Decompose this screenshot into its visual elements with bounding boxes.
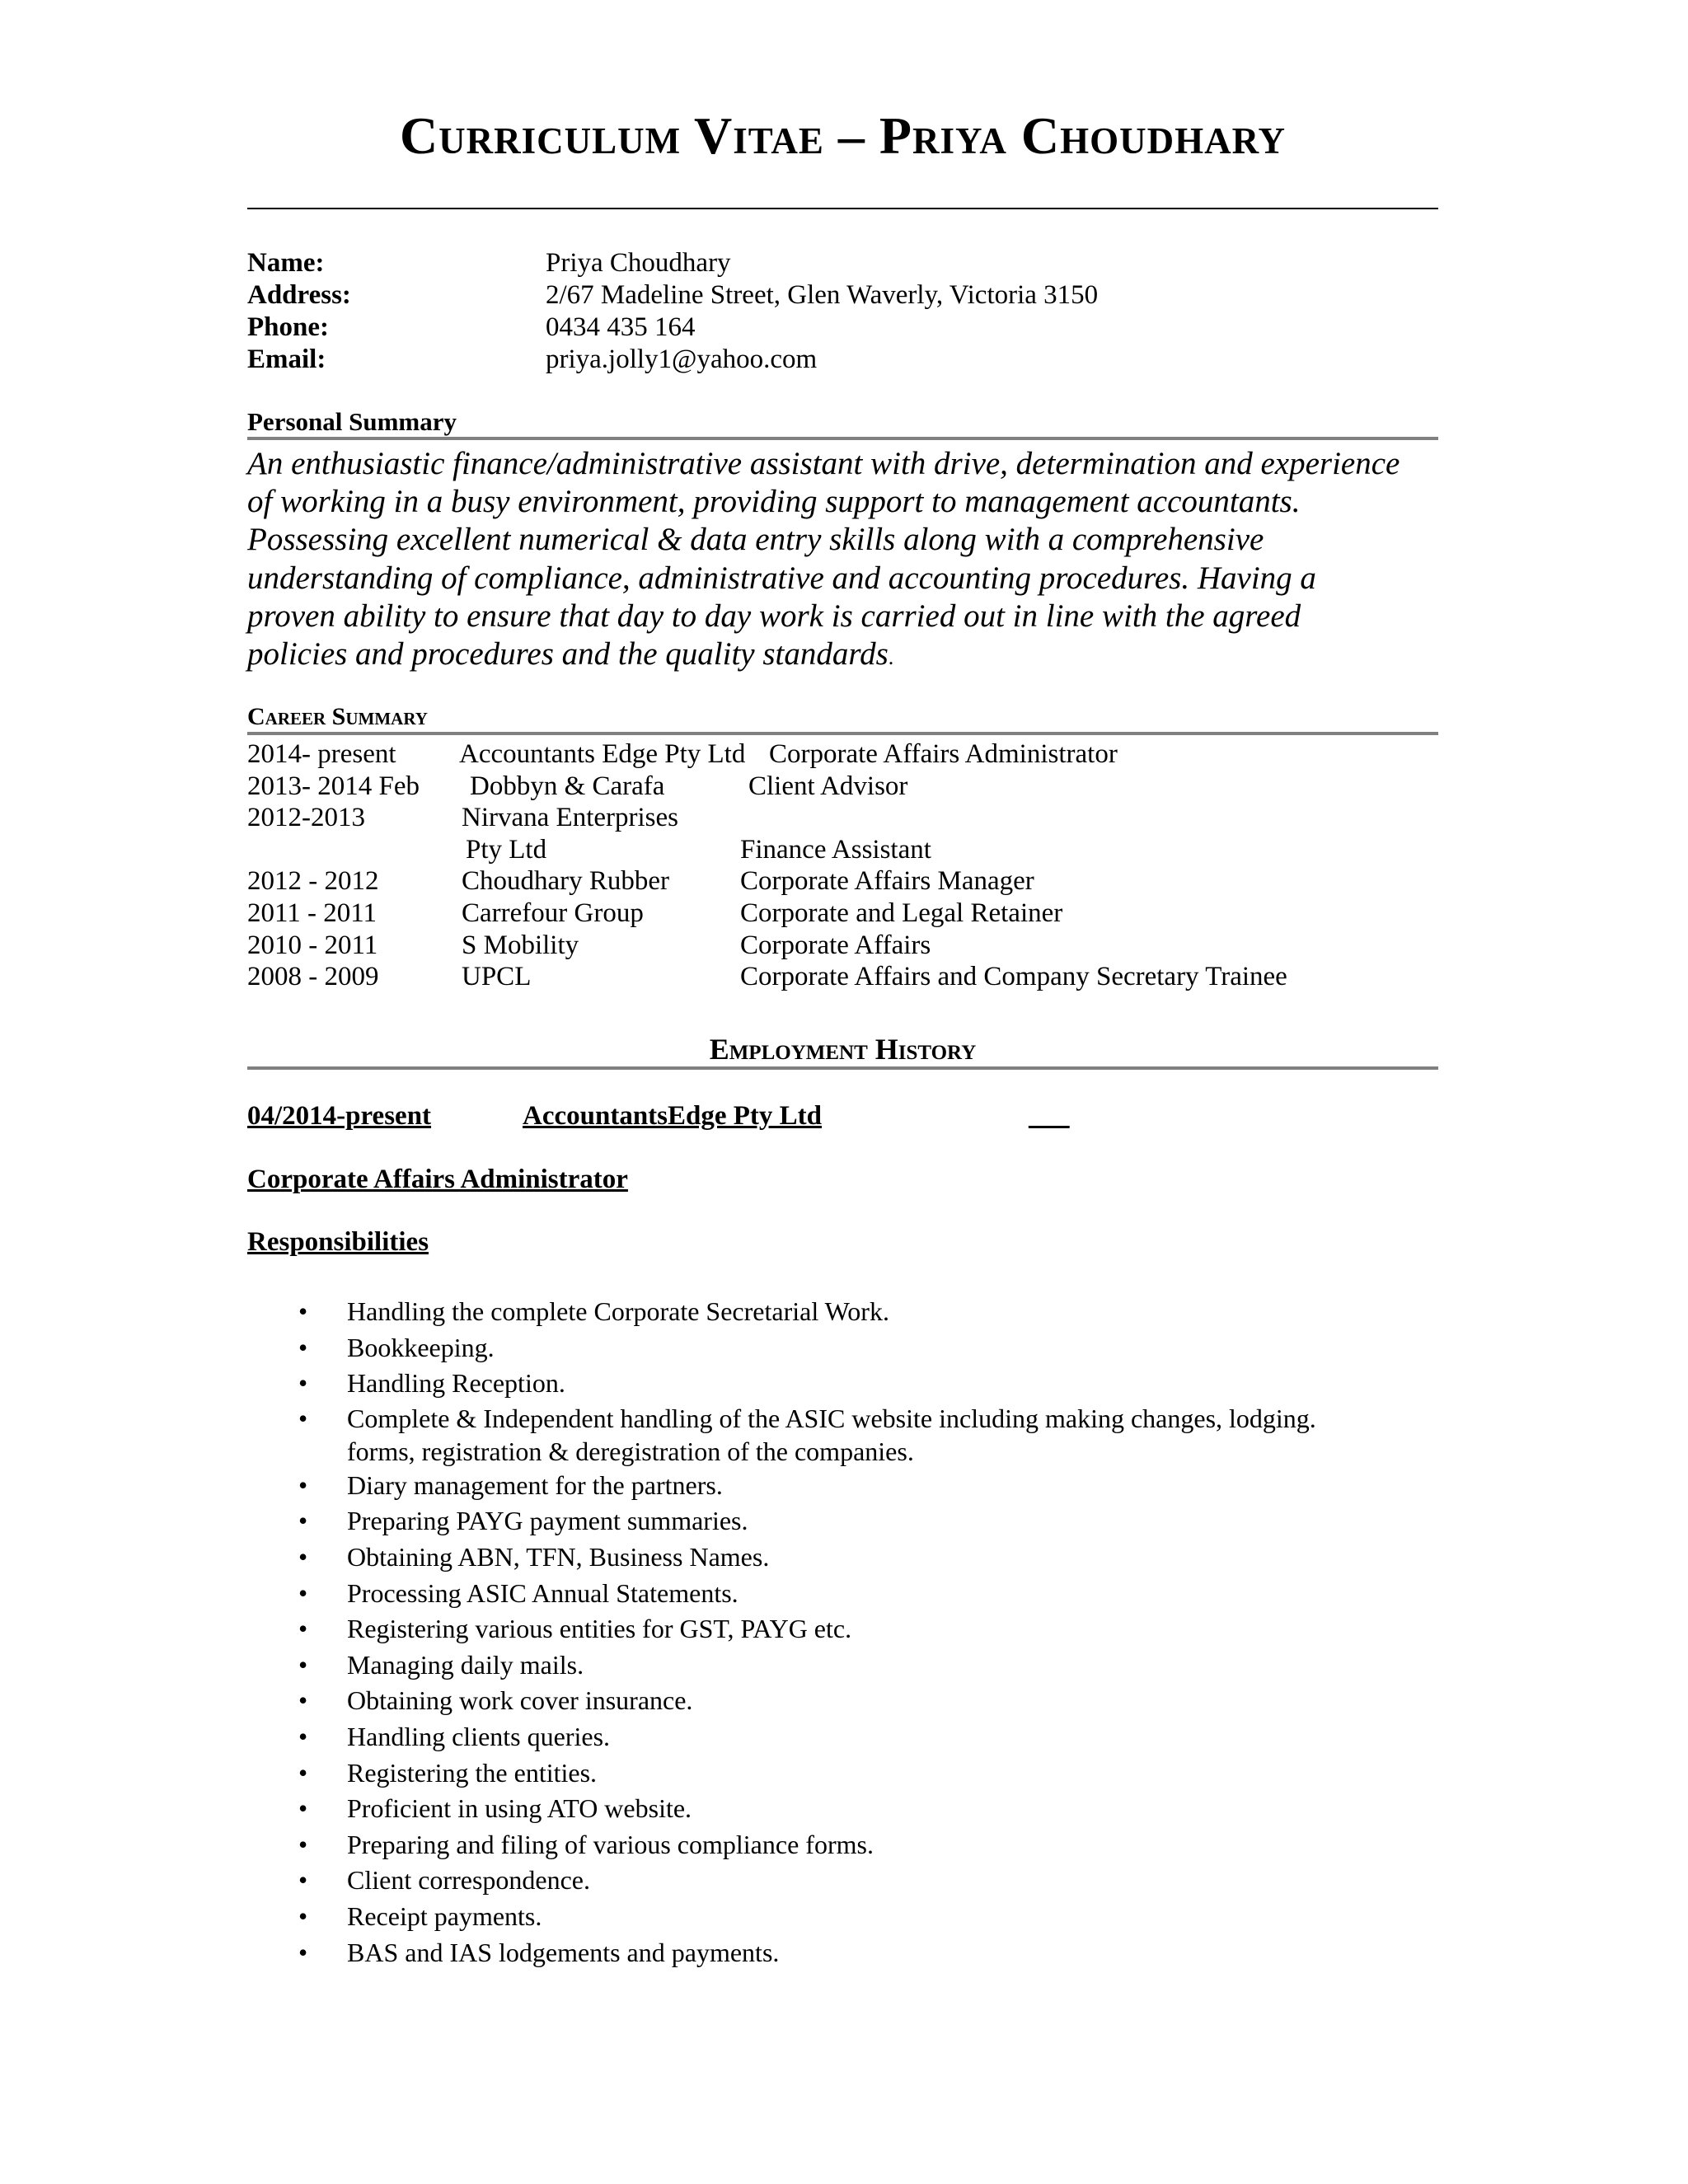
page-title: Curriculum Vitae – Priya Choudhary (399, 106, 1287, 165)
list-item (247, 1935, 1438, 1971)
responsibility-text: Preparing PAYG payment summaries. (347, 1506, 748, 1536)
responsibility-text: Diary management for the partners. (347, 1469, 723, 1500)
list-item (247, 1611, 1438, 1647)
personal-summary-text (247, 445, 1451, 677)
career-role: Client Advisor (748, 771, 908, 801)
responsibility-text: Handling clients queries. (347, 1721, 611, 1751)
bullet-icon: • (298, 1614, 308, 1644)
list-item (247, 1647, 1438, 1684)
responsibility-text: Obtaining ABN, TFN, Business Names. (347, 1541, 770, 1572)
responsibility-text: Handling the complete Corporate Secretarial Work. (347, 1296, 889, 1326)
career-period: 2010 - 2011 (247, 930, 378, 960)
responsibility-text: Registering various entities for GST, PAYG etc. (347, 1614, 852, 1644)
bullet-icon: • (298, 1541, 308, 1572)
responsibility-text: Complete & Independent handling of the ASIC website including making changes, lodging. (347, 1403, 1316, 1433)
contact-label: Email: (247, 344, 326, 374)
responsibility-text-continued: forms, registration & deregistration of the companies. (347, 1436, 914, 1466)
career-period: 2012-2013 (247, 803, 365, 833)
job-position: Corporate Affairs Administrator (247, 1165, 628, 1194)
bullet-icon: • (298, 1865, 308, 1896)
contact-row-name (247, 247, 1438, 279)
list-item (247, 1330, 1438, 1366)
contact-row-email (247, 344, 1438, 376)
title-divider (247, 208, 1438, 209)
list-item (247, 1683, 1438, 1719)
contact-value: 2/67 Madeline Street, Glen Waverly, Victoria 3150 (546, 280, 1099, 310)
list-item (247, 1719, 1438, 1755)
responsibility-text: Registering the entities. (347, 1757, 598, 1788)
career-summary-heading: Career Summary (247, 702, 1438, 735)
responsibility-text: Handling Reception. (347, 1368, 565, 1399)
career-role: Corporate Affairs (740, 930, 931, 960)
career-row (247, 802, 1438, 834)
career-role: Corporate and Legal Retainer (740, 898, 1063, 928)
bullet-icon: • (298, 1900, 308, 1931)
career-row (247, 930, 1438, 962)
career-role: Corporate Affairs Manager (740, 866, 1034, 897)
responsibility-text: Processing ASIC Annual Statements. (347, 1577, 738, 1608)
career-row (247, 738, 1438, 771)
list-item (247, 1468, 1438, 1504)
bullet-icon: • (298, 1649, 308, 1680)
list-item (247, 1402, 1438, 1468)
list-item (247, 1755, 1438, 1792)
job-trailing-rule: ___ (1029, 1101, 1070, 1131)
contact-row-phone (247, 312, 1438, 344)
bullet-icon: • (298, 1829, 308, 1859)
list-item (247, 1863, 1438, 1899)
bullet-icon: • (298, 1685, 308, 1716)
career-period: 2012 - 2012 (247, 866, 379, 897)
bullet-icon: • (298, 1721, 308, 1751)
career-period: 2014- present (247, 739, 396, 769)
summary-line: Possessing excellent numerical & data entry skills along with a comprehensive (247, 522, 1264, 558)
career-period: 2013- 2014 Feb (247, 771, 420, 801)
career-summary-table (247, 738, 1438, 993)
career-row (247, 898, 1438, 930)
contact-value: 0434 435 164 (546, 312, 696, 342)
list-item (247, 1366, 1438, 1402)
responsibility-text: Proficient in using ATO website. (347, 1793, 692, 1824)
summary-line: of working in a busy environment, providing support to management accountants. (247, 484, 1301, 520)
responsibility-text: Obtaining work cover insurance. (347, 1685, 693, 1716)
contact-label: Phone: (247, 312, 329, 342)
bullet-icon: • (298, 1296, 308, 1326)
career-company: UPCL (462, 962, 532, 992)
career-row (247, 771, 1438, 803)
bullet-icon: • (298, 1332, 308, 1362)
summary-line: An enthusiastic finance/administrative assistant with drive, determination and experience (247, 446, 1400, 481)
bullet-icon: • (298, 1757, 308, 1788)
list-item (247, 1899, 1438, 1935)
job-company: AccountantsEdge Pty Ltd (523, 1101, 823, 1131)
contact-label: Name: (247, 248, 325, 278)
list-item (247, 1503, 1438, 1540)
summary-line: policies and procedures and the quality standards (247, 636, 889, 673)
career-period: 2008 - 2009 (247, 962, 379, 992)
contact-row-address (247, 279, 1438, 312)
bullet-icon: • (298, 1506, 308, 1536)
summary-line: understanding of compliance, administrative and accounting procedures. Having a (247, 560, 1316, 596)
career-company: Pty Ltd (466, 834, 547, 865)
contact-value: priya.jolly1@yahoo.com (546, 344, 818, 374)
contact-value: Priya Choudhary (546, 248, 731, 278)
responsibility-text: BAS and IAS lodgements and payments. (347, 1937, 780, 1967)
responsibility-text: Client correspondence. (347, 1865, 590, 1896)
list-item (247, 1791, 1438, 1827)
contact-label: Address: (247, 280, 351, 310)
career-period: 2011 - 2011 (247, 898, 377, 928)
career-row (247, 865, 1438, 898)
bullet-icon: • (298, 1469, 308, 1500)
career-row (247, 961, 1438, 993)
career-company: Carrefour Group (462, 898, 644, 928)
career-role: Corporate Affairs Administrator (769, 739, 1118, 769)
bullet-icon: • (298, 1368, 308, 1399)
career-company: S Mobility (462, 930, 579, 960)
summary-line: proven ability to ensure that day to day work is carried out in line with the agreed (247, 598, 1301, 634)
job-period: 04/2014-present (247, 1101, 432, 1131)
career-row (247, 834, 1438, 866)
responsibility-text: Receipt payments. (347, 1900, 542, 1931)
list-item (247, 1540, 1438, 1576)
bullet-icon: • (298, 1793, 308, 1824)
responsibilities-heading: Responsibilities (247, 1227, 429, 1257)
summary-period: . (888, 645, 894, 670)
list-item (247, 1294, 1438, 1330)
career-role: Corporate Affairs and Company Secretary Trainee (740, 962, 1287, 992)
bullet-icon: • (298, 1937, 308, 1967)
career-company: Choudhary Rubber (462, 866, 670, 897)
list-item (247, 1576, 1438, 1612)
responsibilities-list (247, 1294, 1438, 1971)
employment-history-heading: Employment History (247, 1032, 1438, 1070)
bullet-icon: • (298, 1577, 308, 1608)
list-item (247, 1827, 1438, 1863)
bullet-icon: • (298, 1403, 308, 1433)
career-company: Accountants Edge Pty Ltd (459, 739, 746, 769)
career-company: Dobbyn & Carafa (470, 771, 665, 801)
responsibility-text: Preparing and filing of various compliance forms. (347, 1829, 874, 1859)
responsibility-text: Bookkeeping. (347, 1332, 495, 1362)
career-role: Finance Assistant (740, 834, 931, 865)
career-company: Nirvana Enterprises (462, 803, 678, 833)
contact-details (247, 247, 1438, 376)
responsibility-text: Managing daily mails. (347, 1649, 584, 1680)
personal-summary-heading: Personal Summary (247, 407, 1438, 440)
